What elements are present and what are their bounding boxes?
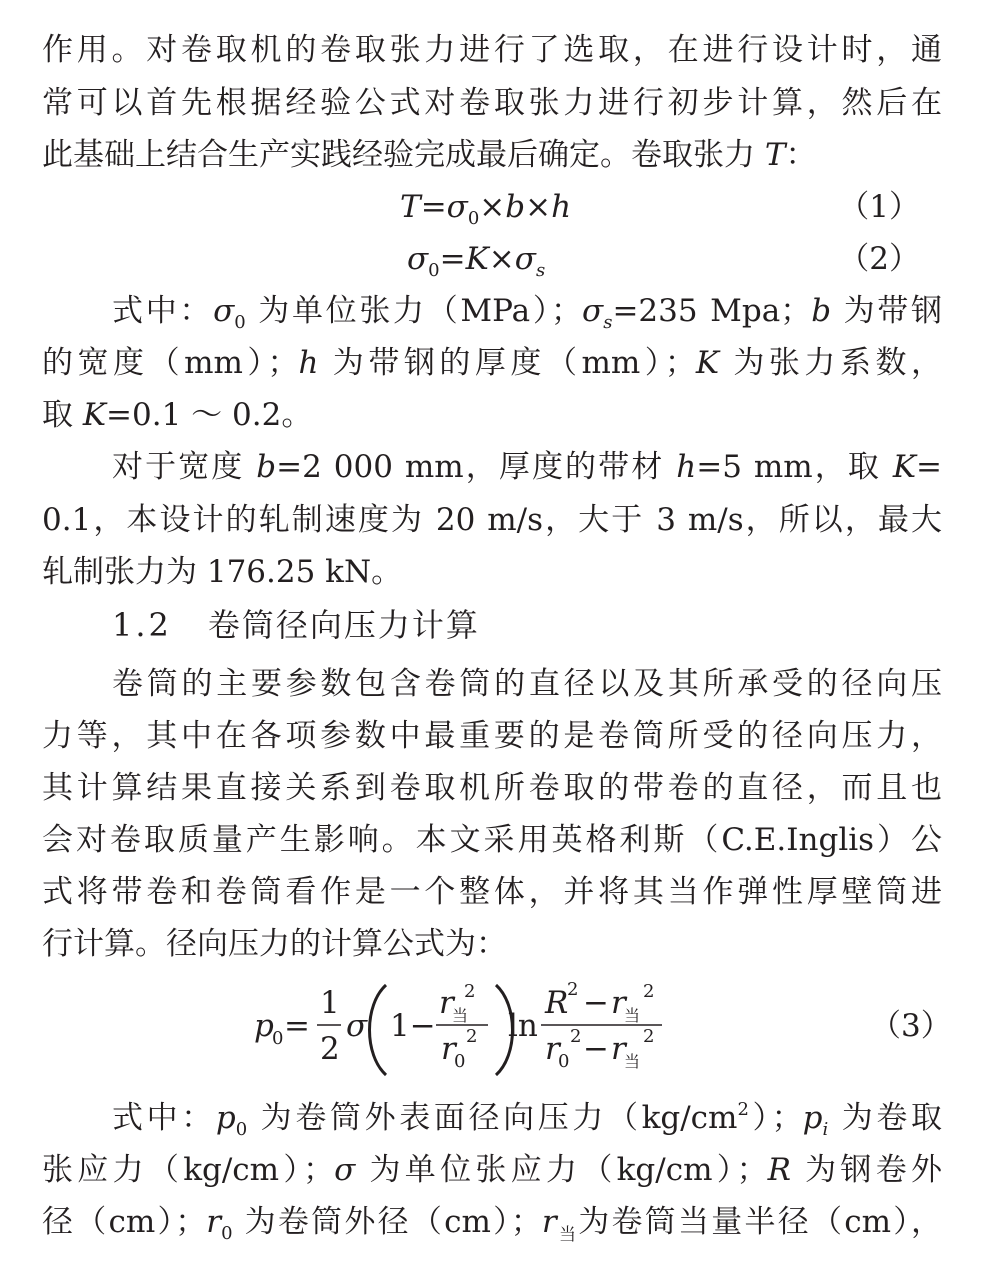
text-line: 张应力（kg/cm）；σ 为单位张应力（kg/cm）；R 为钢卷外: [42, 1152, 942, 1188]
text-line: 轧制张力为 176.25 kN。: [42, 554, 403, 590]
eq3-half-den: 2: [320, 1031, 340, 1067]
text-line: 常可以首先根据经验公式对卷取张力进行初步计算，然后在: [42, 85, 942, 121]
equation-1: $T=\sigma_0\times b\times h$: [400, 189, 572, 229]
eq3-sq: 2: [466, 1026, 478, 1047]
text-line: 此基础上结合生产实践经验完成最后确定。卷取张力 T：: [42, 137, 817, 173]
text-line: 径（cm）；$r_0$ 为卷筒外径（cm）；$r_当$为卷筒当量半径（cm），: [42, 1204, 942, 1245]
eq3-ln: ln: [508, 1008, 538, 1044]
eq3-r: r: [441, 1031, 456, 1067]
eq3-r: r: [439, 985, 454, 1021]
eq3-sq: 2: [643, 981, 655, 1002]
equation-number: （1）: [838, 189, 920, 225]
text-line: 式将带卷和卷筒看作是一个整体，并将其当作弹性厚壁筒进: [42, 874, 942, 910]
eq3-left-paren: [370, 985, 387, 1075]
eq3-dang: 当: [624, 1006, 641, 1025]
text-line: 的宽度（mm）；h 为带钢的厚度（mm）；K 为张力系数，: [42, 345, 943, 381]
text-line: 式中：$\sigma_0$ 为单位张力（MPa）；$\sigma_s=235$ Mpa；b 为带钢: [112, 293, 942, 333]
text-line: 对于宽度 b=2 000 mm，厚度的带材 h=5 mm，取 K=: [112, 449, 943, 485]
eq3-sub0: 0: [558, 1051, 570, 1072]
eq3-r: r: [611, 1031, 626, 1067]
text-line: 其计算结果直接关系到卷取机所卷取的带卷的直径，而且也: [42, 770, 942, 806]
eq3-sigma: σ: [346, 1008, 368, 1044]
eq3-sub0: 0: [454, 1051, 466, 1072]
section-number: 1.2: [112, 606, 172, 644]
text-line: 行计算。径向压力的计算公式为：: [42, 926, 507, 962]
equation-3: [0, 975, 990, 1085]
eq3-sq: 2: [643, 1026, 655, 1047]
eq3-sq: 2: [570, 1026, 582, 1047]
text-line: 作用。对卷取机的卷取张力进行了选取，在进行设计时，通: [42, 32, 942, 68]
section-heading: [112, 607, 480, 643]
eq3-r: r: [545, 1031, 560, 1067]
text-line: 会对卷取质量产生影响。本文采用英格利斯（C.E.Inglis）公: [42, 822, 942, 858]
eq3-r: r: [611, 985, 626, 1021]
text-line: 取 K=0.1 ～ 0.2。: [42, 397, 313, 433]
eq3-half-num: 1: [320, 985, 340, 1021]
eq3-equals: =: [284, 1008, 310, 1044]
equation-number: （3）: [870, 1008, 952, 1044]
eq3-one-minus: 1−: [390, 1008, 436, 1044]
eq3-p: p: [254, 1008, 274, 1044]
text-line: 力等，其中在各项参数中最重要的是卷筒所受的径向压力，: [42, 718, 942, 754]
eq3-sq: 2: [464, 981, 476, 1002]
eq3-minus: −: [583, 985, 609, 1021]
eq3-dang: 当: [452, 1006, 469, 1025]
section-title: 卷筒径向压力计算: [207, 606, 480, 644]
eq3-sub0: 0: [272, 1028, 284, 1049]
eq3-dang: 当: [624, 1052, 641, 1071]
eq3-minus: −: [583, 1031, 609, 1067]
equation-2: $\sigma_0=K\times\sigma_s$: [407, 241, 546, 281]
text-line: 卷筒的主要参数包含卷筒的直径以及其所承受的径向压: [112, 666, 942, 702]
text-line: 0.1，本设计的轧制速度为 20 m/s，大于 3 m/s，所以，最大: [42, 502, 942, 538]
eq3-R: R: [545, 985, 569, 1021]
eq3-sq: 2: [567, 979, 579, 1000]
text-line: 式中：$p_0$ 为卷筒外表面径向压力$(kg/cm^2)$；$p_i$ 为卷取: [112, 1099, 943, 1140]
equation-number: （2）: [838, 241, 920, 277]
